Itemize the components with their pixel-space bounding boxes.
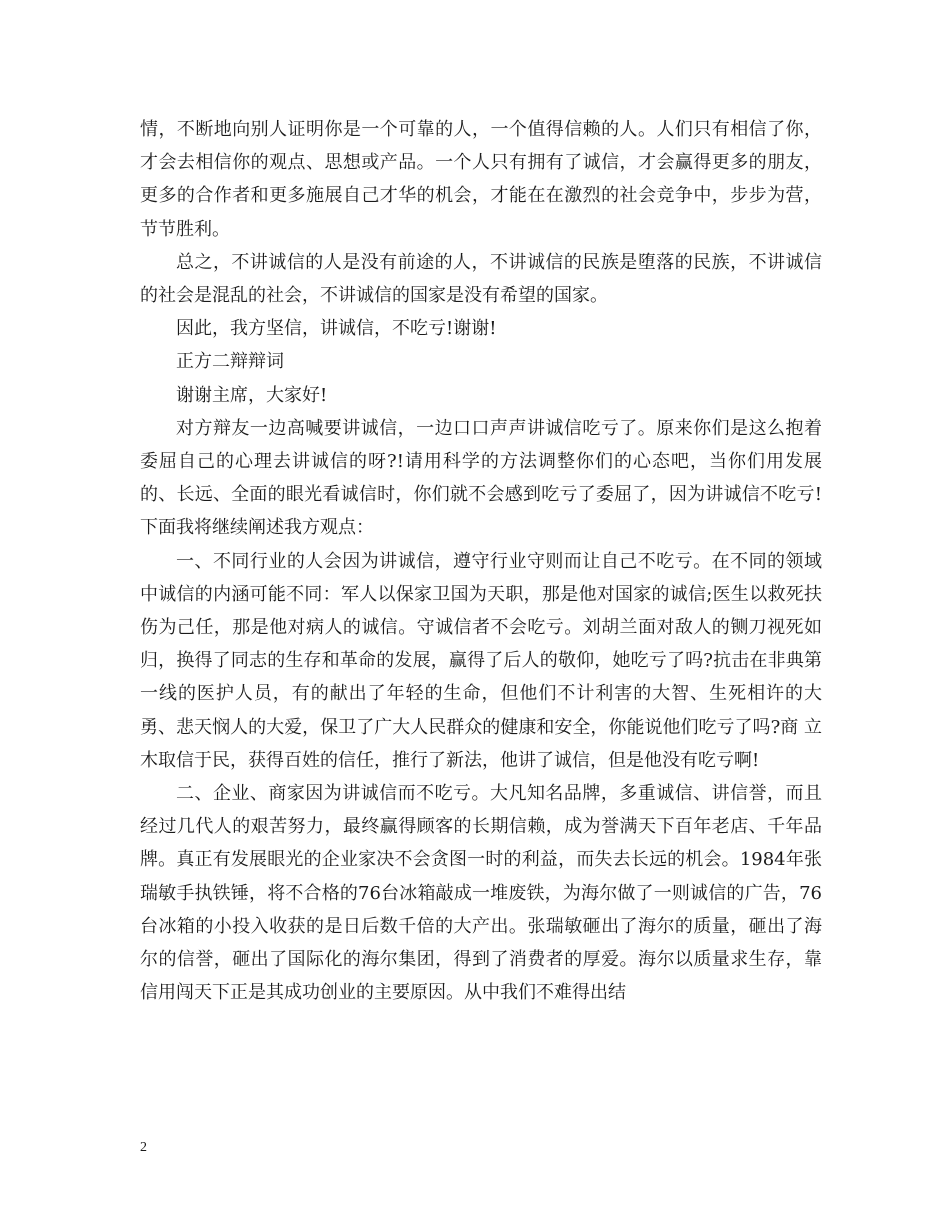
section-heading: 正方二辩辩词: [176, 351, 284, 373]
paragraph-intro: 对方辩友一边高喊要讲诚信，一边口口声声讲诚信吃亏了。原来你们是这么抱着委屈自己的心理去讲诚信的呀?!请用科学的方法调整你们的心态吧，当你们用发展的、长远、全面的眼光看诚信时，你们就不会感到吃亏了委屈了，因为讲诚信不吃亏!下面我将继续阐述我方观点：: [140, 417, 822, 539]
paragraph-conclusion: 因此，我方坚信，讲诚信，不吃亏!谢谢!: [176, 318, 497, 340]
paragraph-summary: 总之，不讲诚信的人是没有前途的人，不讲诚信的民族是堕落的民族，不讲诚信的社会是混乱的社会，不讲诚信的国家是没有希望的国家。: [140, 251, 822, 307]
paragraph-greeting: 谢谢主席，大家好!: [176, 384, 328, 406]
document-body: [140, 113, 822, 1009]
page-number: 2: [140, 1140, 147, 1155]
paragraph-continuation: 情，不断地向别人证明你是一个可靠的人，一个值得信赖的人。人们只有相信了你，才会去相信你的观点、思想或产品。一个人只有拥有了诚信，才会赢得更多的朋友，更多的合作者和更多施展自己才华的机会，才能在在激烈的社会竞争中，步步为营，节节胜利。: [140, 119, 822, 240]
paragraph-point-one: 一、不同行业的人会因为讲诚信，遵守行业守则而让自己不吃亏。在不同的领域中诚信的内涵可能不同：军人以保家卫国为天职，那是他对国家的诚信;医生以救死扶伤为己任，那是他对病人的诚信。守诚信者不会吃亏。刘胡兰面对敌人的铡刀视死如归，换得了同志的生存和革命的发展，赢得了后人的敬仰，她吃亏了吗?抗击在非典第一线的医护人员，有的献出了年轻的生命，但他们不计利害的大智、生死相许的大勇、悲天悯人的大爱，保卫了广大人民群众的健康和安全，你能说他们吃亏了吗?商 立木取信于民，获得百姓的信任，推行了新法，他讲了诚信，但是他没有吃亏啊!: [140, 550, 822, 771]
paragraph-point-two: 二、企业、商家因为讲诚信而不吃亏。大凡知名品牌，多重诚信、讲信誉，而且经过几代人的艰苦努力，最终赢得顾客的长期信赖，成为誉满天下百年老店、千年品牌。真正有发展眼光的企业家决不会贪图一时的利益，而失去长远的机会。1984年张瑞敏手执铁锤，将不合格的76台冰箱敲成一堆废铁，为海尔做了一则诚信的广告，76台冰箱的小投入收获的是日后数千倍的大产出。张瑞敏砸出了海尔的质量，砸出了海尔的信誉，砸出了国际化的海尔集团，得到了消费者的厚爱。海尔以质量求生存，靠信用闯天下正是其成功创业的主要原因。从中我们不难得出结: [140, 783, 822, 1004]
